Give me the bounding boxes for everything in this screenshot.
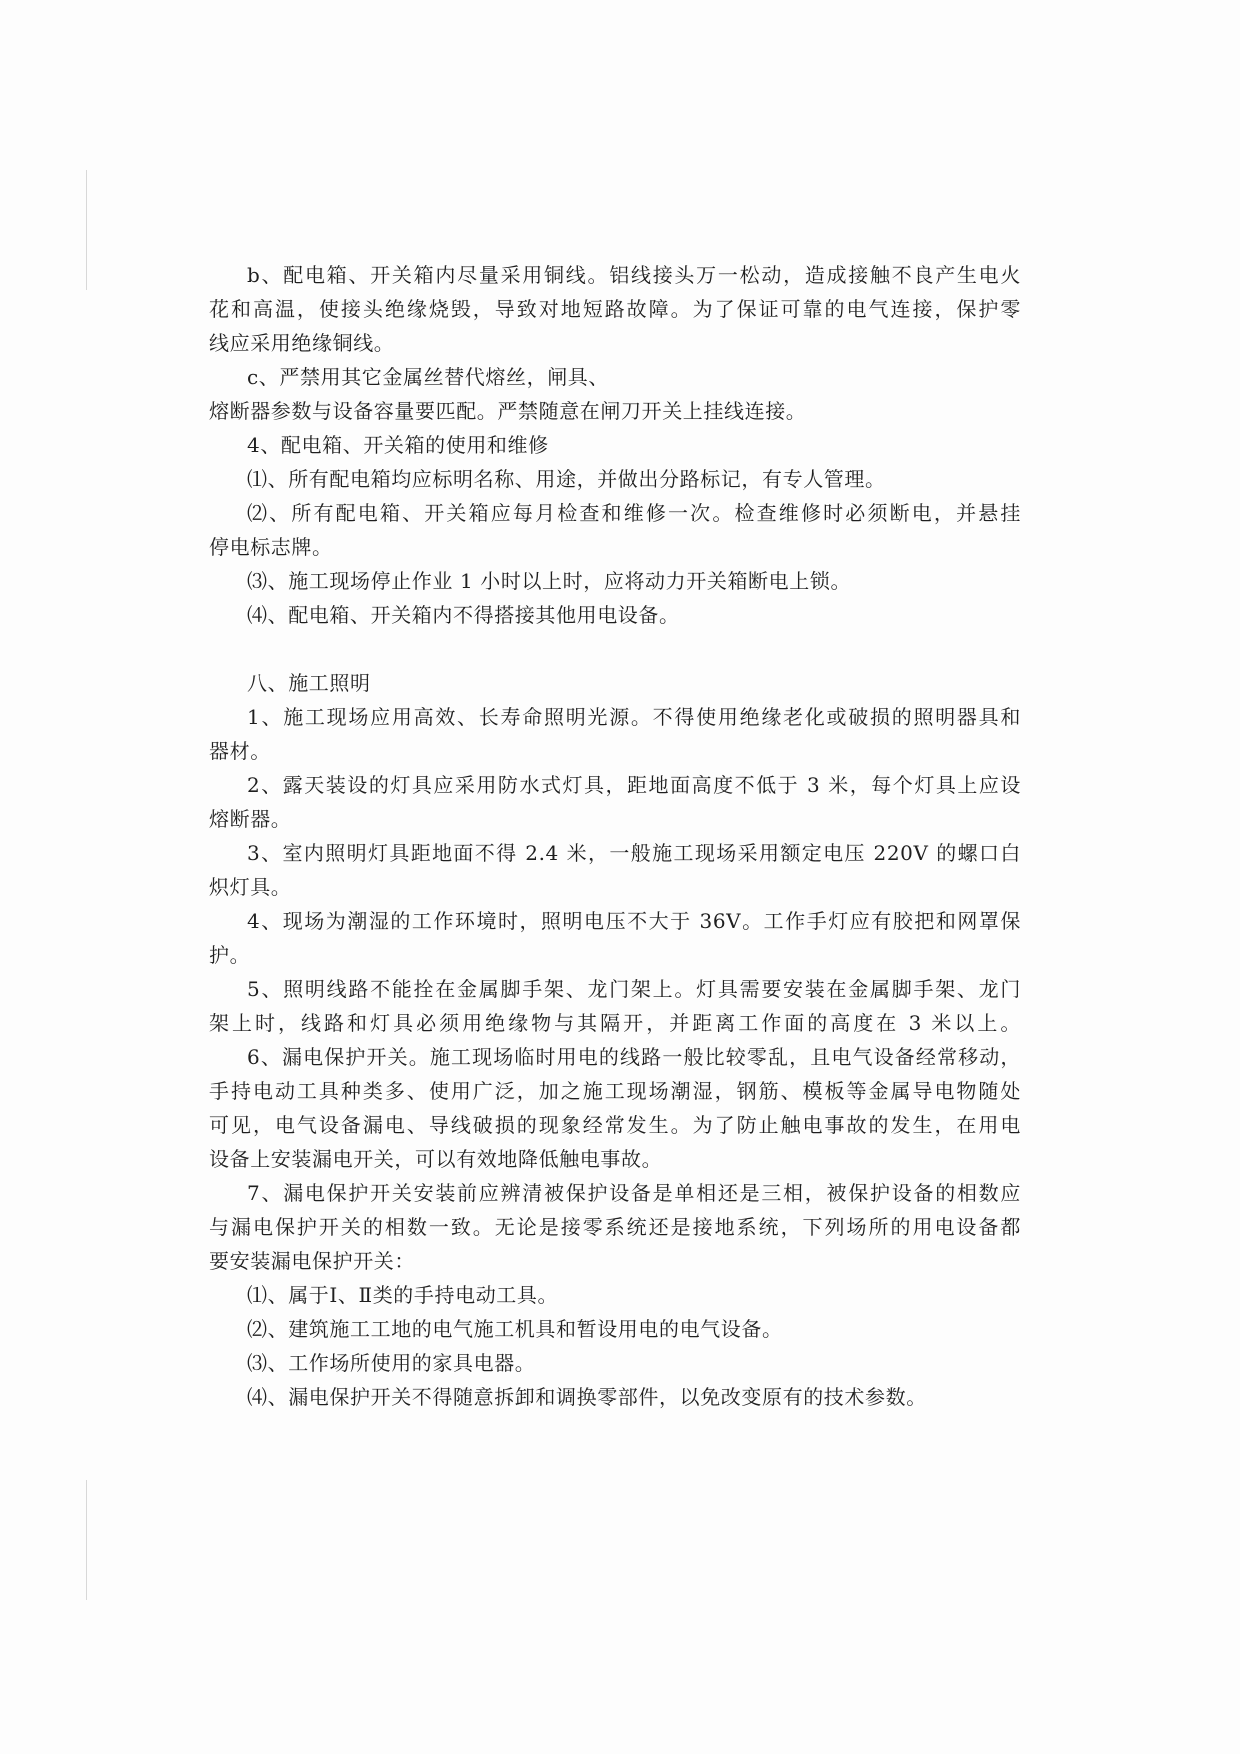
paragraph-line-first: ⑷、配电箱、开关箱内不得搭接其他用电设备。 bbox=[247, 603, 680, 627]
paragraph-line: 线应采用绝缘铜线。 bbox=[209, 331, 395, 355]
paragraph-line-first: c、严禁用其它金属丝替代熔丝，闸具、 bbox=[247, 365, 610, 389]
paragraph-line-first: ⑵、所有配电箱、开关箱应每月检查和维修一次。检查维修时必须断电，并悬挂 bbox=[247, 501, 1021, 525]
paragraph-line-first: 2、露天装设的灯具应采用防水式灯具，距地面高度不低于 3 米，每个灯具上应设 bbox=[247, 773, 1021, 797]
paragraph-line: 架上时，线路和灯具必须用绝缘物与其隔开，并距离工作面的高度在 3 米以上。 bbox=[209, 1011, 1021, 1035]
paragraph-line-first: 6、漏电保护开关。施工现场临时用电的线路一般比较零乱，且电气设备经常移动， bbox=[247, 1045, 1021, 1069]
scan-edge-mark bbox=[86, 170, 87, 290]
paragraph-line-first: ⑷、漏电保护开关不得随意拆卸和调换零部件，以免改变原有的技术参数。 bbox=[247, 1385, 927, 1409]
paragraph-line: 护。 bbox=[209, 943, 251, 967]
paragraph-line-first: 3、室内照明灯具距地面不得 2.4 米，一般施工现场采用额定电压 220V 的螺口白 bbox=[247, 841, 1021, 865]
paragraph-line-first: 八、施工照明 bbox=[247, 671, 371, 695]
paragraph-line: 要安装漏电保护开关： bbox=[209, 1249, 415, 1273]
paragraph-line-first: ⑴、所有配电箱均应标明名称、用途，并做出分路标记，有专人管理。 bbox=[247, 467, 886, 491]
paragraph-line: 与漏电保护开关的相数一致。无论是接零系统还是接地系统，下列场所的用电设备都 bbox=[209, 1215, 1021, 1239]
paragraph-line: 可见，电气设备漏电、导线破损的现象经常发生。为了防止触电事故的发生，在用电 bbox=[209, 1113, 1021, 1137]
paragraph-line: 设备上安装漏电开关，可以有效地降低触电事故。 bbox=[209, 1147, 663, 1171]
paragraph-line: 器材。 bbox=[209, 739, 271, 763]
paragraph-line-first: 4、现场为潮湿的工作环境时，照明电压不大于 36V。工作手灯应有胶把和网罩保 bbox=[247, 909, 1021, 933]
paragraph-line-first: ⑶、施工现场停止作业 1 小时以上时，应将动力开关箱断电上锁。 bbox=[247, 569, 852, 593]
scan-edge-mark bbox=[86, 1480, 87, 1600]
paragraph-line: 停电标志牌。 bbox=[209, 535, 333, 559]
paragraph-line: 炽灯具。 bbox=[209, 875, 292, 899]
paragraph-line: 手持电动工具种类多、使用广泛，加之施工现场潮湿，钢筋、模板等金属导电物随处 bbox=[209, 1079, 1021, 1103]
paragraph-line-first: 1、施工现场应用高效、长寿命照明光源。不得使用绝缘老化或破损的照明器具和 bbox=[247, 705, 1021, 729]
paragraph-line-first: ⑴、属于Ⅰ、Ⅱ类的手持电动工具。 bbox=[247, 1283, 559, 1307]
paragraph-line: 熔断器。 bbox=[209, 807, 292, 831]
paragraph-line: 花和高温，使接头绝缘烧毁，导致对地短路故障。为了保证可靠的电气连接，保护零 bbox=[209, 297, 1021, 321]
paragraph-line-first: ⑶、工作场所使用的家具电器。 bbox=[247, 1351, 536, 1375]
paragraph-line-first: ⑵、建筑施工工地的电气施工机具和暂设用电的电气设备。 bbox=[247, 1317, 783, 1341]
paragraph-line: 熔断器参数与设备容量要匹配。严禁随意在闸刀开关上挂线连接。 bbox=[209, 399, 807, 423]
document-body bbox=[209, 258, 1021, 1414]
paragraph-line-first: 4、配电箱、开关箱的使用和维修 bbox=[247, 433, 549, 457]
paragraph-line-first: b、配电箱、开关箱内尽量采用铜线。铝线接头万一松动，造成接触不良产生电火 bbox=[247, 263, 1021, 287]
paragraph-line-first: 7、漏电保护开关安装前应辨清被保护设备是单相还是三相，被保护设备的相数应 bbox=[247, 1181, 1021, 1205]
paragraph-line-first: 5、照明线路不能拴在金属脚手架、龙门架上。灯具需要安装在金属脚手架、龙门 bbox=[247, 977, 1021, 1001]
